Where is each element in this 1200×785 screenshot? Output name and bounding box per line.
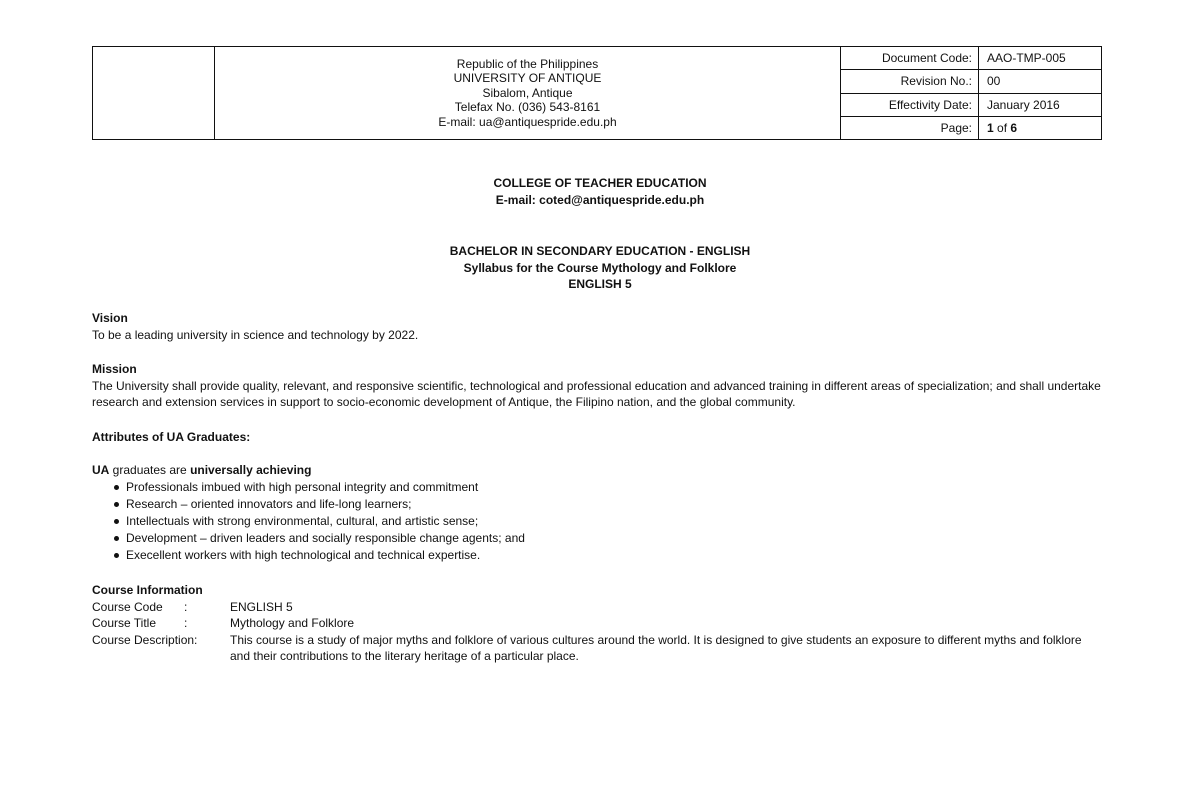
list-item: Development – driven leaders and socially responsible change agents; and [114,530,1102,547]
revision-value: 00 [979,70,1102,93]
effectivity-value: January 2016 [979,93,1102,116]
course-info-section [92,582,1102,665]
logo-cell [93,47,215,140]
page-of: of [993,120,1011,135]
university-email: E-mail: ua@antiquespride.edu.ph [438,114,617,129]
page-indicator [979,116,1102,139]
course-code-value: ENGLISH 5 [230,599,293,614]
course-code-row [92,599,1102,616]
list-item: Professionals imbued with high personal integrity and commitment [114,479,1102,496]
page-label: Page: [841,116,979,139]
course-code-colon: : [184,599,188,614]
effectivity-label: Effectivity Date: [841,93,979,116]
course-title-row [92,615,1102,632]
attributes-section [92,429,1102,446]
course-description-value: This course is a study of major myths and folklore of various cultures around the world. It is designed to give students an exposure to different myths and folklore and their contributions to the literary heritage of a particular place. [230,632,1082,663]
university-location: Sibalom, Antique [482,85,573,100]
page-current: 1 [987,120,994,135]
mission-heading: Mission [92,362,137,376]
attributes-heading: Attributes of UA Graduates: [92,430,251,444]
course-code-label: Course Code [92,599,163,614]
mission-text: The University shall provide quality, relevant, and responsive scientific, technological and professional education and advanced training in different areas of specialization; and shall undertake research and extension services in support to socio-economic development of Antique, the Filipino nation, and the global community. [92,378,1101,409]
course-description-row [92,632,1102,665]
document-header-table [92,46,1102,140]
university-name: UNIVERSITY OF ANTIQUE [453,71,602,86]
college-email: E-mail: coted@antiquespride.edu.ph [495,192,705,207]
course-info-heading: Course Information [92,583,203,597]
course-title-label: Course Title [92,616,157,630]
graduates-lead [92,462,1102,479]
graduates-lead-middle: graduates are [109,463,191,477]
revision-label: Revision No.: [841,70,979,93]
syllabus-title: Syllabus for the Course Mythology and Folklore [463,260,737,275]
page-total: 6 [1010,120,1018,135]
vision-text: To be a leading university in science and technology by 2022. [92,327,419,342]
graduates-section [92,462,1102,564]
program-name: BACHELOR IN SECONDARY EDUCATION - ENGLISH [449,244,751,258]
college-name: COLLEGE OF TEACHER EDUCATION [493,176,707,190]
doc-code-value: AAO-TMP-005 [979,47,1102,70]
vision-heading: Vision [92,311,128,325]
college-block [0,175,1200,208]
course-code-heading: ENGLISH 5 [568,277,632,291]
university-telefax: Telefax No. (036) 543-8161 [454,100,601,115]
course-title-colon: : [184,616,188,630]
attributes-list [92,479,1102,564]
list-item: Research – oriented innovators and life-long learners; [114,496,1102,513]
university-info [215,47,841,140]
course-description-label: Course Description: [92,632,198,647]
graduates-lead-emphasis: universally achieving [190,463,312,477]
mission-section [92,361,1102,411]
graduates-lead-prefix: UA [92,463,110,477]
doc-code-label: Document Code: [841,47,979,70]
vision-section [92,310,1102,343]
program-block [0,243,1200,293]
course-title-value: Mythology and Folklore [230,616,355,630]
republic-line: Republic of the Philippines [456,56,599,71]
list-item: Execellent workers with high technological and technical expertise. [114,547,1102,564]
list-item: Intellectuals with strong environmental, cultural, and artistic sense; [114,513,1102,530]
